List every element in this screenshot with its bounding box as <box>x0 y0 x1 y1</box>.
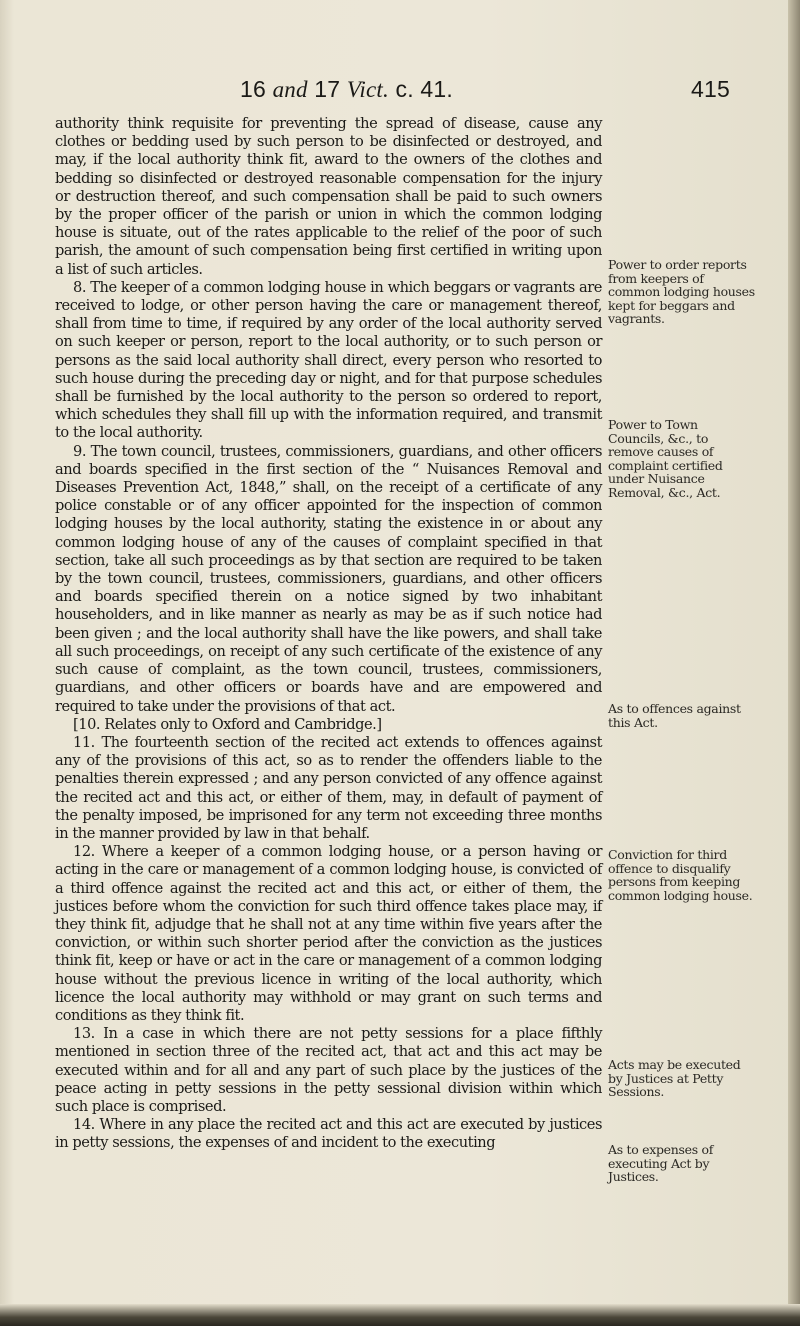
page-bottom-edge <box>0 1304 800 1326</box>
margin-note-section-13: Acts may be executed by Justices at Petty Sessions. <box>608 1057 741 1099</box>
margin-note-section-11: As to offences against this Act. <box>608 701 741 730</box>
section-14: 14. Where in any place the recited act and this act are executed by justices in petty sessions, the expenses of and incident to the executing <box>55 1116 602 1152</box>
running-title: 16 and 17 Vict. c. 41. <box>240 76 453 102</box>
paragraph-7-continued: authority think requisite for preventing the spread of disease, cause any clothes or bedding used by such person to be disinfected or destroyed, and may, if the local authority think fit, award to the owners of the clothes and bedding so disinfected or destroyed reasonable compensation for the injury or destruction thereof, and such compensation shall be paid to such owners by the proper officer of the parish or union in which the common lodging house is situate, out of the rates applicable to the relief of the poor of such parish, the amount of such compensation being first certified in writing upon a list of such articles. <box>55 115 602 278</box>
section-12: 12. Where a keeper of a common lodging house, or a person having or acting in the care or management of a common lodging house, is convicted of a third offence against the recited act and this act, or either of them, the justices before whom the conviction for such third offence takes place may, if they think fit, adjudge that he shall not at any time within five years after the conviction, or within such shorter period after the conviction as the justices think fit, keep or have or act in the care or management of a common lodging house without the previous licence in writing of the local authority, which licence the local authority may withhold or may grant on such terms and conditions as they think fit. <box>55 843 602 1024</box>
page-number: 415 <box>691 76 730 102</box>
section-11: 11. The fourteenth section of the recited act extends to offences against any of the provisions of this act, so as to render the offenders liable to the penalties therein expressed ; and any person convicted of any offence against the recited act and this act, or either of them, may, in default of payment of the penalty imposed, be imprisoned for any term not exceeding three months in the manner provided by law in that behalf. <box>55 733 602 842</box>
margin-note-section-8: Power to order reports from keepers of common lodging houses kept for beggars and vagrants. <box>608 257 755 326</box>
margin-note-section-14: As to expenses of executing Act by Justices. <box>608 1142 714 1184</box>
body-text <box>55 115 602 1153</box>
section-9: 9. The town council, trustees, commissioners, guardians, and other officers and boards specified in the first section of the “ Nuisances Removal and Diseases Prevention Act, 1848,” shall, on the receipt of a certificate of any police constable or of any officer appointed for the inspection of common lodging houses by the local authority, stating the existence in or about any common lodging house of any of the causes of complaint specified in that section, take all such proceedings as by that section are required to be taken by the town council, trustees, commissioners, guardians, and other officers and boards specified therein on a notice signed by two inhabitant householders, and in like manner as nearly as may be as if such notice had been given ; and the local authority shall have the like powers, and shall take all such proceedings, on receipt of any such certificate of the existence of any such cause of complaint, as the town council, trustees, commissioners, guardians, and other officers or boards have and are empowered and required to take under the provisions of that act. <box>55 442 602 715</box>
section-8: 8. The keeper of a common lodging house in which beggars or vagrants are received to lodge, or other person having the care or management thereof, shall from time to time, if required by any order of the local authority served on such keeper or person, report to the local authority, or to such person or persons as the said local authority shall direct, every person who resorted to such house during the preceding day or night, and for that purpose schedules shall be furnished by the local authority to the person so ordered to report, which schedules they shall fill up with the information required, and transmit to the local authority. <box>55 278 602 442</box>
margin-note-section-9: Power to Town Councils, &c., to remove causes of complaint certified under Nuisance Removal, &c., Act. <box>608 417 723 500</box>
section-10: [10. Relates only to Oxford and Cambridge.] <box>73 715 382 733</box>
margin-note-section-12: Conviction for third offence to disqualify persons from keeping common lodging house. <box>608 847 753 903</box>
running-header <box>0 68 800 108</box>
section-13: 13. In a case in which there are not petty sessions for a place fifthly mentioned in section three of the recited act, that act and this act may be executed within and for all and any part of such place by the justices of the peace acting in petty sessions in the petty sessional division within which such place is comprised. <box>55 1025 602 1115</box>
page-edge <box>788 0 800 1326</box>
